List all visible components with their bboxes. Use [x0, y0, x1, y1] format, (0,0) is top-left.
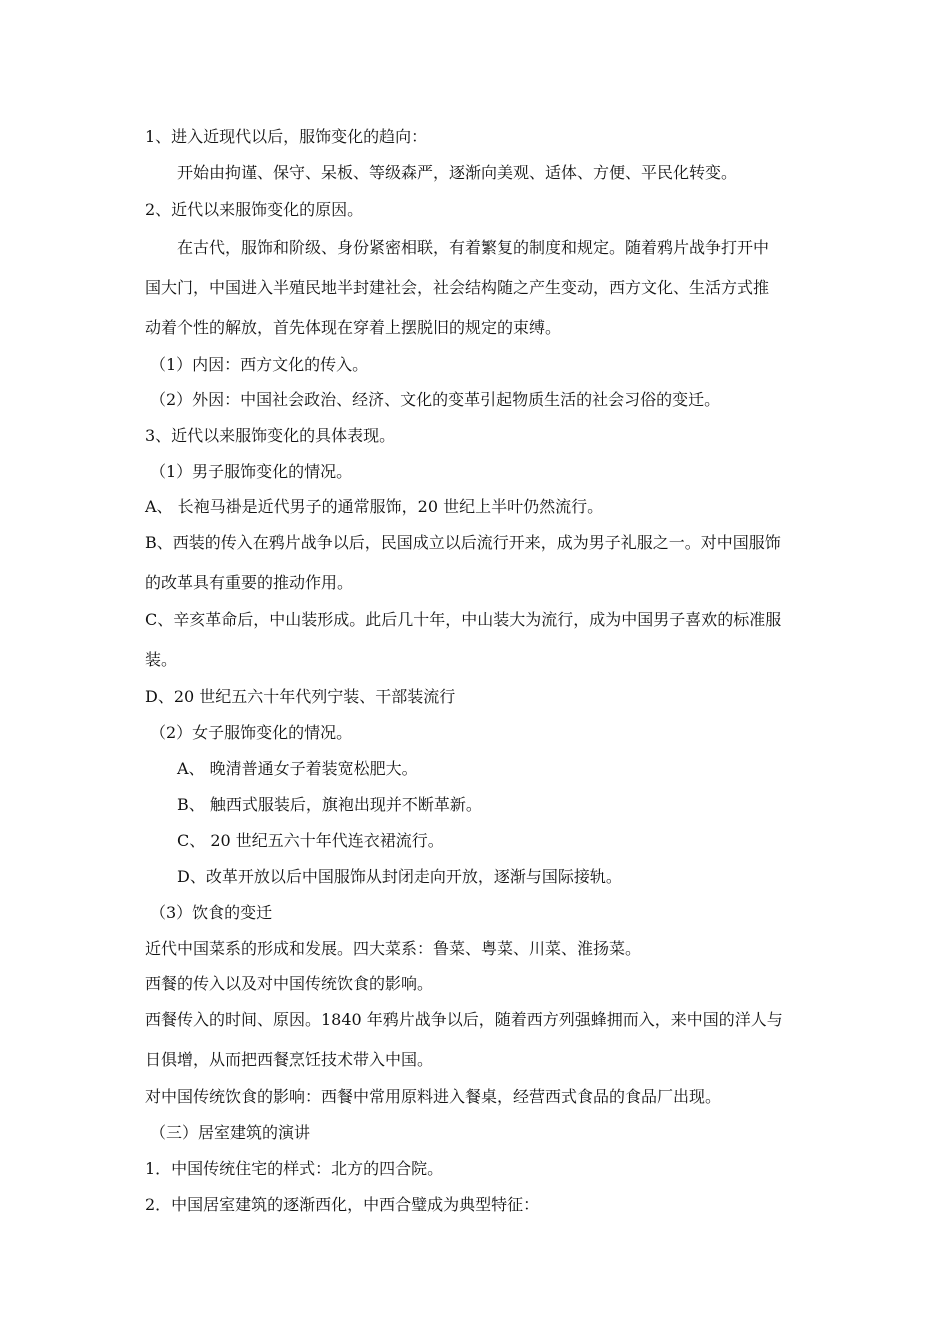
paragraph-line: 对中国传统饮食的影响：西餐中常用原料进入餐桌，经营西式食品的食品厂出现。 [145, 1087, 722, 1106]
list-item: B、西装的传入在鸦片战争以后，民国成立以后流行开来，成为男子礼服之一。对中国服饰 [145, 533, 781, 552]
heading-3: 3、近代以来服饰变化的具体表现。 [145, 426, 396, 445]
paragraph-line: 国大门，中国进入半殖民地半封建社会，社会结构随之产生变动，西方文化、生活方式推 [145, 278, 770, 297]
paragraph-line: 的改革具有重要的推动作用。 [145, 573, 354, 592]
list-item: D、20 世纪五六十年代列宁装、干部装流行 [145, 687, 456, 706]
paragraph-line: 在古代，服饰和阶级、身份紧密相联，有着繁复的制度和规定。随着鸦片战争打开中 [177, 238, 770, 257]
list-item: D、改革开放以后中国服饰从封闭走向开放，逐渐与国际接轨。 [177, 867, 622, 886]
list-item: 2．中国居室建筑的逐渐西化，中西合璧成为典型特征： [145, 1195, 540, 1214]
list-item: A、 长袍马褂是近代男子的通常服饰，20 世纪上半叶仍然流行。 [145, 497, 604, 516]
paragraph-line: 装。 [145, 650, 178, 669]
subheading: （1）男子服饰变化的情况。 [150, 462, 353, 481]
list-item: 1．中国传统住宅的样式：北方的四合院。 [145, 1159, 444, 1178]
paragraph-line: 近代中国菜系的形成和发展。四大菜系：鲁菜、粤菜、川菜、淮扬菜。 [145, 939, 642, 958]
paragraph-line: 动着个性的解放，首先体现在穿着上摆脱旧的规定的束缚。 [145, 318, 562, 337]
subheading: （3）饮食的变迁 [150, 903, 273, 922]
list-item: C、辛亥革命后，中山装形成。此后几十年，中山装大为流行，成为中国男子喜欢的标准服 [145, 610, 782, 629]
subheading: （2）女子服饰变化的情况。 [150, 723, 353, 742]
paragraph-line: 西餐传入的时间、原因。1840 年鸦片战争以后，随着西方列强蜂拥而入，来中国的洋人与 [145, 1010, 783, 1029]
section-heading: （三）居室建筑的演讲 [150, 1123, 311, 1142]
paragraph-line: 日俱增，从而把西餐烹饪技术带入中国。 [145, 1050, 434, 1069]
list-item: B、 触西式服装后，旗袍出现并不断革新。 [177, 795, 482, 814]
paragraph-line: 西餐的传入以及对中国传统饮食的影响。 [145, 974, 434, 993]
heading-1: 1、进入近现代以后，服饰变化的趋向： [145, 127, 428, 146]
list-item: A、 晚清普通女子着装宽松肥大。 [177, 759, 418, 778]
list-item: （1）内因：西方文化的传入。 [150, 355, 369, 374]
paragraph-line: 开始由拘谨、保守、呆板、等级森严，逐渐向美观、适体、方便、平民化转变。 [177, 163, 738, 182]
list-item: （2）外因：中国社会政治、经济、文化的变革引起物质生活的社会习俗的变迁。 [150, 390, 721, 409]
list-item: C、 20 世纪五六十年代连衣裙流行。 [177, 831, 444, 850]
heading-2: 2、近代以来服饰变化的原因。 [145, 200, 364, 219]
